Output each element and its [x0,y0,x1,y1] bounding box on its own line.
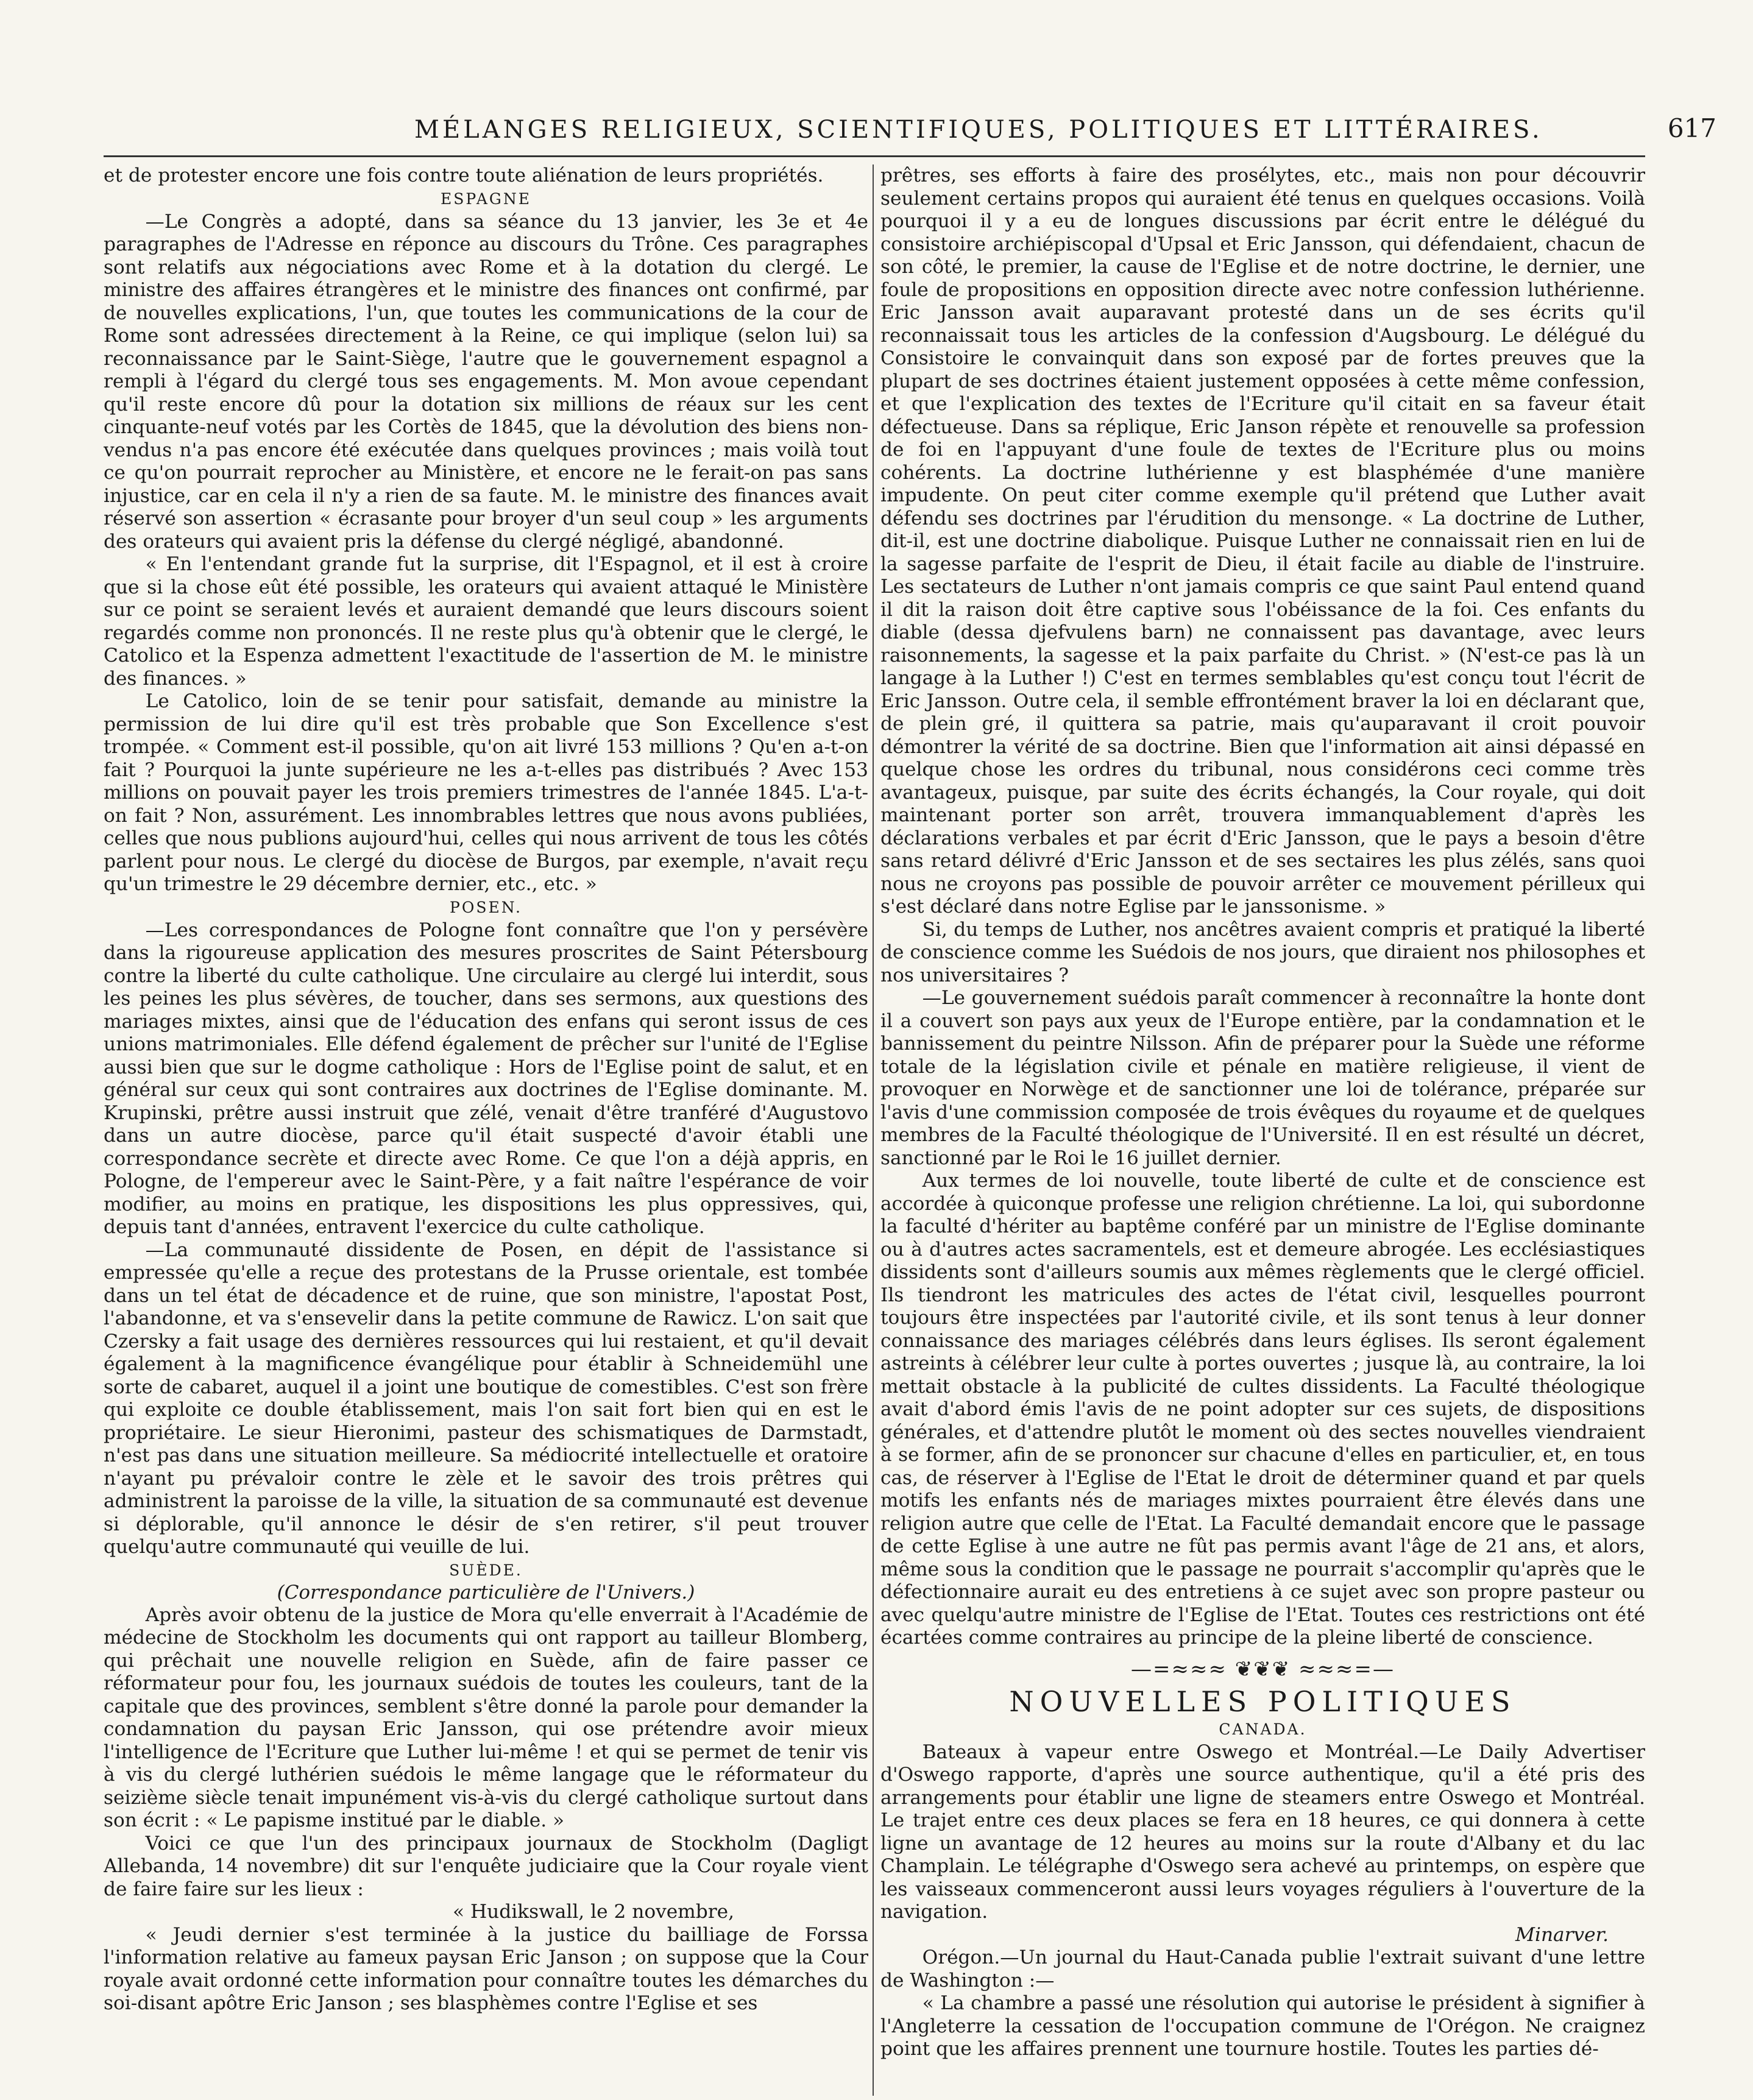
correspondence-subheading: (Correspondance particulière de l'Univers.) [277,1581,695,1603]
column-divider [873,164,874,2096]
right-column [880,164,1645,2090]
section-heading-nouvelles-politiques: NOUVELLES POLITIQUES [1009,1685,1517,1718]
article-paragraph: —Le gouvernement suédois paraît commencer à reconnaître la honte dont il a couvert son pays aux yeux de l'Europe entière, par la condamnation et le bannissement du peintre Nilsson. Afin de préparer pour la Suède une réforme totale de la législation civile et pénale en matière religieuse, il vient de provoquer en Norwège et de sanctionner une loi de tolérance, préparée sur l'avis d'une commission composée de trois évêques du royaume et de quelques membres de la Faculté théologique de l'Université. Il en est résulté un décret, sanctionné par le Roi le 16 juillet dernier. [880,987,1645,1169]
article-paragraph: Voici ce que l'un des principaux journaux de Stockholm (Dagligt Allebanda, 14 novembre) dit sur l'enquête judiciaire que la Cour royale vient de faire faire sur les lieux : [104,1832,868,1900]
article-paragraph: —La communauté dissidente de Posen, en dépit de l'assistance si empressée qu'elle a reçue des protestans de la Prusse orientale, est tombée dans un tel état de décadence et de ruine, que son ministre, l'apostat Post, l'abandonne, et va s'ensevelir dans la petite commune de Rawicz. L'on sait que Czersky a fait usage des dernières ressources qui lui restaient, et qu'il devait également à la magnificence évangélique pour établir à Schneidemühl une sorte de cabaret, auquel il a joint une boutique de comestibles. C'est son frère qui exploite ce double établissement, mais l'on sait fort bien qui en est le propriétaire. Le sieur Hieronimi, pasteur des schismatiques de Darmstadt, n'est pas dans une situation meilleure. Sa médiocrité intellectuelle et oratoire n'ayant pu prévaloir contre le zèle et le savoir des trois prêtres qui administrent la paroisse de la ville, la situation de sa communauté est devenue si déplorable, qu'il annonce le désir de s'en retirer, s'il peut trouver quelqu'autre communauté qui veuille de lui. [104,1239,868,1558]
left-column [104,164,868,2090]
article-paragraph: Orégon.—Un journal du Haut-Canada publie l'extrait suivant d'une lettre de Washington :— [880,1946,1645,1992]
article-paragraph: Aux termes de loi nouvelle, toute liberté de culte et de conscience est accordée à quiconque professe une religion chrétienne. La loi, qui subordonne la faculté d'hériter au baptême conféré par un ministre de l'Eglise dominante ou à d'autres actes sacramentels, est et demeure abrogée. Les ecclésiastiques dissidents sont d'ailleurs soumis aux mêmes règlements que le clergé officiel. Ils tiendront les matricules des actes de l'état civil, lesquelles pourront toujours être inspectées par l'autorité civile, et ils sont tenus à leur donner connaissance des mariages célébrés dans leurs églises. Ils seront également astreints à célébrer leur culte à portes ouvertes ; jusque là, au contraire, la loi mettait obstacle à la publicité de cultes dissidents. La Faculté théologique avait d'abord émis l'avis de ne point adopter sur ces sujets, de dispositions générales, et d'attendre plutôt le moment où des sectes nouvelles viendraient à se former, afin de se prononcer sur chacune d'elles en particulier, et, en tous cas, de réserver à l'Eglise de l'Etat le droit de déterminer quand et par quels motifs les enfants nés de mariages mixtes pourraient être élevés dans une religion autre que celle de l'Etat. La Faculté demandait encore que le passage de cette Eglise à une autre ne fût pas permis avant l'âge de 21 ans, et alors, même sous la condition que le passage ne pourrait s'accomplir qu'après que le défectionnaire aurait eu des entretiens à ce sujet avec son propre pasteur ou avec quelqu'autre ministre de l'Eglise de l'Etat. Toutes ces restrictions ont été écartées comme contraires au principe de la pleine liberté de conscience. [880,1170,1645,1649]
section-heading-posen: POSEN. [450,898,522,916]
article-paragraph: et de protester encore une fois contre toute aliénation de leurs propriétés. [104,164,824,186]
section-heading-suede: SUÈDE. [449,1561,523,1579]
article-paragraph: Bateaux à vapeur entre Oswego et Montréal.—Le Daily Advertiser d'Oswego rapporte, d'après une source authentique, qu'il a été pris des arrangements pour établir une ligne de steamers entre Oswego et Montréal. Le trajet entre ces deux places se fera en 18 heures, ce qui donnera à cette ligne un avantage de 12 heures au moins sur la route d'Albany et du lac Champlain. Le télégraphe d'Oswego sera achevé au printemps, on espère que les vaisseaux commenceront aussi leurs voyages réguliers à l'ouverture de la navigation. [880,1741,1645,1923]
article-paragraph: Après avoir obtenu de la justice de Mora qu'elle enverrait à l'Académie de médecine de Stockholm les documents qui ont rapport au tailleur Blomberg, qui prêchait une nouvelle religion en Suède, afin de faire passer ce réformateur pour fou, les journaux suédois de toutes les couleurs, tant de la capitale que des provinces, semblent s'être donné la parole pour demander la condamnation du paysan Eric Jansson, qui ose prétendre avoir mieux l'intelligence de l'Ecriture que Luther lui-même ! et qui se permet de tenir vis à vis du clergé luthérien suédois le même langage que le réformateur du seizième siècle tenait impunément vis-à-vis du clergé catholique surtout dans son écrit : « Le papisme institué par le diable. » [104,1603,868,1831]
running-title: MÉLANGES RELIGIEUX, SCIENTIFIQUES, POLITIQUES ET LITTÉRAIRES. [414,116,1543,144]
dateline: « Hudikswall, le 2 novembre, [452,1901,734,1923]
article-paragraph: « En l'entendant grande fut la surprise, dit l'Espagnol, et il est à croire que si la chose eût été possible, les orateurs qui avaient attaqué le Ministère sur ce point se seraient levés et auraient demandé que leurs discours soient regardés comme non prononcés. Il ne reste plus qu'à obtenir que le clergé, le Catolico et la Espenza admettent l'exactitude de l'assertion de M. le ministre des finances. » [104,553,868,690]
article-paragraph: « La chambre a passé une résolution qui autorise le président à signifier à l'Angleterre la cessation de l'occupation commune de l'Orégon. Ne craignez point que les affaires prennent une tournure hostile. Toutes les parties dé- [880,1992,1645,2060]
page-header [0,113,1753,152]
section-heading-canada: CANADA. [1219,1720,1307,1738]
section-heading-espagne: ESPAGNE [440,189,532,208]
article-paragraph: Le Catolico, loin de se tenir pour satisfait, demande au ministre la permission de lui dire qu'il est très probable que Son Excellence s'est trompée. « Comment est-il possible, qu'on ait livré 153 millions ? Qu'en a-t-on fait ? Pourquoi la junte supérieure ne les a-t-elles pas distribués ? Avec 153 millions on pouvait payer les trois premiers trimestres de l'année 1845. L'a-t-on fait ? Non, assurément. Les innombrables lettres que nous avons publiées, celles que nous publions aujourd'hui, celles qui nous arrivent de tous les côtés parlent pour nous. Le clergé du diocèse de Burgos, par exemple, n'avait reçu qu'un trimestre le 29 décembre dernier, etc., etc. » [104,690,868,895]
page-number: 617 [1667,113,1716,143]
article-paragraph: —Les correspondances de Pologne font connaître que l'on y persévère dans la rigoureuse application des mesures proscrites de Saint Pétersbourg contre la liberté du culte catholique. Une circulaire au clergé lui interdit, sous les peines les plus sévères, de toucher, dans ses sermons, aux questions des mariages mixtes, ainsi que de l'éducation des enfans qui seront issus de ces unions matrimoniales. Elle défend également de prêcher sur l'unité de l'Eglise aussi bien que sur le dogme catholique : Hors de l'Eglise point de salut, et en général sur ceux qui sont contraires aux doctrines de l'Eglise dominante. M. Krupinski, prêtre aussi instruit que zélé, venait d'être tranféré d'Augustovo dans un autre diocèse, parce qu'il était suspecté d'avoir établi une correspondance secrète et directe avec Rome. Ce que l'on a déjà appris, en Pologne, de l'empereur avec le Saint-Père, y a fait naître l'espérance de voir modifier, au moins en pratique, les dispositions les plus oppressives, qui, depuis tant d'années, entravent l'exercice du culte catholique. [104,919,868,1238]
article-paragraph: prêtres, ses efforts à faire des prosélytes, etc., mais non pour découvrir seulement certains propos qui auraient été tenus en quelques occasions. Voilà pourquoi il y a eu de longues discussions par écrit entre le délégué du consistoire archiépiscopal d'Upsal et Eric Jansson, qui défendaient, chacun de son côté, le premier, la cause de l'Eglise et de notre doctrine, le dernier, une foule de propositions en opposition directe avec notre confession luthérienne. Eric Jansson avait auparavant protesté dans un de ses écrits qu'il reconnaissait tous les articles de la confession d'Augsbourg. Le délégué du Consistoire le convainquit dans son exposé par de fortes preuves que la plupart de ses doctrines étaient justement opposées à cette même confession, et que l'explication des textes de l'Ecriture qu'il citait en sa faveur était défectueuse. Dans sa réplique, Eric Janson répète et renouvelle sa profession de foi en l'appuyant d'une foule de textes de l'Ecriture plus ou moins cohérents. La doctrine luthérienne y est blasphémée d'une manière impudente. On peut citer comme exemple qu'il prétend que Luther avait défendu ses doctrines par l'érudition du mensonge. « La doctrine de Luther, dit-il, est une doctrine diabolique. Puisque Luther ne connaissait rien en lui de la sagesse parfaite de l'esprit de Dieu, il était facile au diable de l'instruire. Les sectateurs de Luther n'ont jamais compris ce que saint Paul entend quand il dit la raison doit être captive sous l'obéissance de la foi. Ces enfants du diable (dessa djefvulens barn) ne connaissent pas davantage, avec leurs raisonnements, la sagesse et la paix parfaite du Christ. » (N'est-ce pas là un langage à la Luther !) C'est en termes semblables qu'est conçu tout l'écrit de Eric Jansson. Outre cela, il semble effrontément braver la loi en déclarant que, de plein gré, il quittera sa patrie, mais qu'auparavant il croit pouvoir démontrer la vérité de sa doctrine. Bien que l'information ait ainsi dépassé en quelque chose les ordres du tribunal, nous considérons ceci comme très avantageux, puisque, par suite des écrits échangés, la Cour royale, qui doit maintenant porter son arrêt, trouvera immanquablement d'après les déclarations verbales et par écrit d'Eric Jansson, que le pays a besoin d'être sans retard délivré d'Eric Jansson et de ses sectaires les plus zélés, sans quoi nous ne croyons pas possible de pouvoir arrêter ce mouvement périlleux qui s'est déclaré dans notre Eglise par le janssonisme. » [880,164,1645,917]
article-paragraph: « Jeudi dernier s'est terminée à la justice du bailliage de Forssa l'information relative au fameux paysan Eric Janson ; on suppose que la Cour royale avait ordonné cette information pour connaître toutes les démarches du soi-disant apôtre Eric Janson ; ses blasphèmes contre l'Eglise et ses [104,1923,868,2014]
article-paragraph: —Le Congrès a adopté, dans sa séance du 13 janvier, les 3e et 4e paragraphes de l'Adresse en réponce au discours du Trône. Ces paragraphes sont relatifs aux négociations avec Rome et à la dotation du clergé. Le ministre des affaires étrangères et le ministre des finances ont confirmé, par de nouvelles explications, l'un, que toutes les communications de la cour de Rome sont adressées directement à la Reine, ce qui implique (selon lui) sa reconnaissance par le Saint-Siège, l'autre que le gouvernement espagnol a rempli à l'égard du clergé tous ses engagements. M. Mon avoue cependant qu'il reste encore dû pour la dotation six millions de réaux sur les cent cinquante-neuf votés par les Cortès de 1845, que la dévolution des biens non-vendus n'a pas encore été exécutée dans quelques provinces ; mais voilà tout ce qu'on pourrait reprocher au Ministère, et encore ne le ferait-on pas sans injustice, car en cela il n'y a rien de sa faute. M. le ministre des finances avait réservé son assertion « écrasante pour broyer d'un seul coup » les arguments des orateurs qui avaient pris la défense du clergé négligé, abandonné. [104,210,868,553]
ornament-divider: —=≈≈≈ ❦❦❦ ≈≈≈=— [1131,1656,1395,1681]
header-rule [104,155,1645,157]
article-signature: Minarver. [1515,1923,1609,1946]
article-paragraph: Si, du temps de Luther, nos ancêtres avaient compris et pratiqué la liberté de conscience comme les Suédois de nos jours, que diraient nos philosophes et nos universitaires ? [880,918,1645,986]
